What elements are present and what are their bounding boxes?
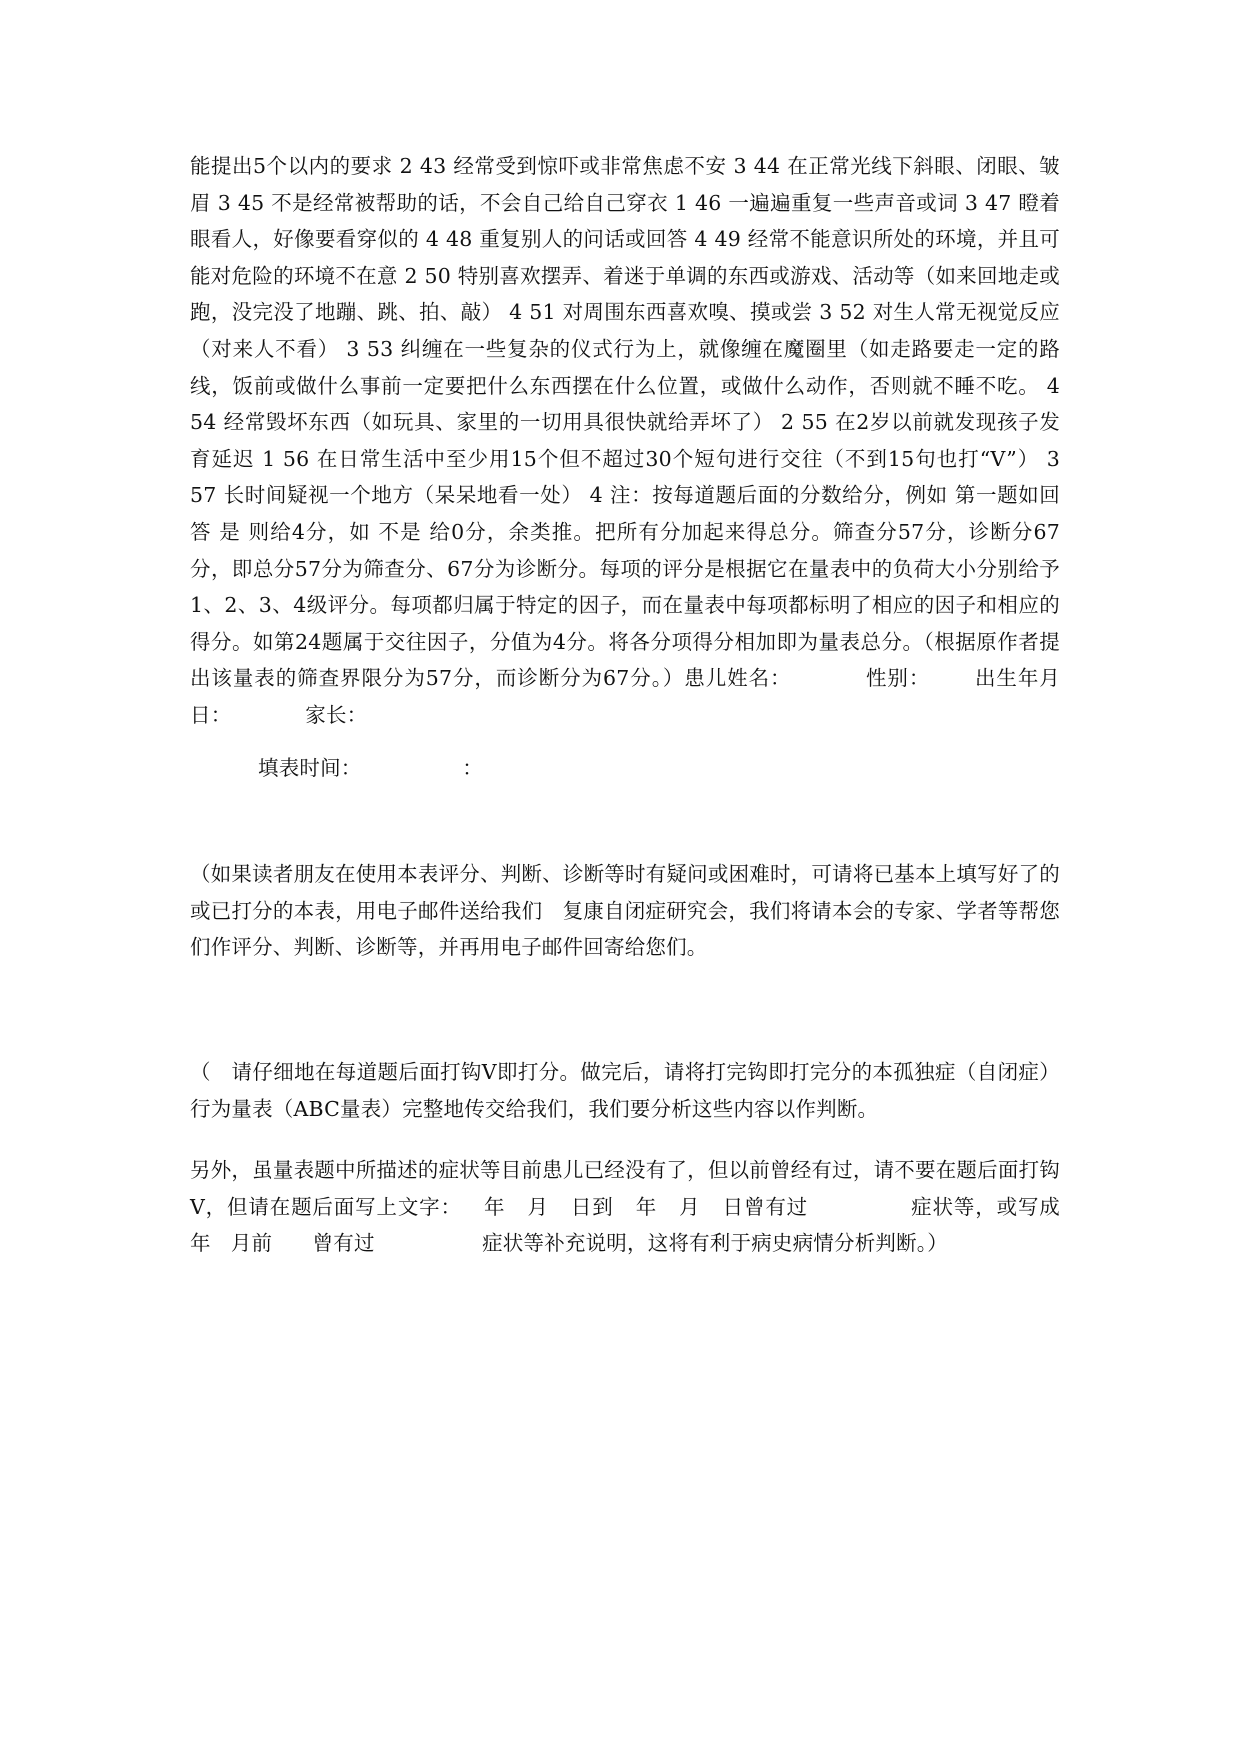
- main-paragraph: 能提出5个以内的要求 2 43 经常受到惊吓或非常焦虑不安 3 44 在正常光线下斜眼、闭眼、皱眉 3 45 不是经常被帮助的话，不会自己给自己穿衣 1 46 一遍遍重复一些声音或词 3 47 瞪着眼看人，好像要看穿似的 4 48 重复别人的问话或回答 4 49 经常不能意识所处的环境，并且可能对危险的环境不在意 2 50 特别喜欢摆弄、着迷于单调的东西或游戏、活动等（如来回地走或跑，没完没了地蹦、跳、拍、敲） 4 51 对周围东西喜欢嗅、摸或尝 3 52 对生人常无视觉反应（对来人不看） 3 53 纠缠在一些复杂的仪式行为上，就像缠在魔圈里（如走路要走一定的路线，饭前或做什么事前一定要把什么东西摆在什么位置，或做什么动作，否则就不睡不吃。 4 54 经常毁坏东西（如玩具、家里的一切用具很快就给弄坏了） 2 55 在2岁以前就发现孩子发育延迟 1 56 在日常生活中至少用15个但不超过30个短句进行交往（不到15句也打“V”） 3 57 长时间疑视一个地方（呆呆地看一处） 4 注：按每道题后面的分数给分，例如 第一题如回答 是 则给4分，如 不是 给0分，余类推。把所有分加起来得总分。筛查分57分，诊断分67分，即总分57分为筛查分、67分为诊断分。每项的评分是根据它在量表中的负荷大小分别给予1、2、3、4级评分。每项都归属于特定的因子，而在量表中每项都标明了相应的因子和相应的得分。如第24题属于交往因子，分值为4分。将各分项得分相加即为量表总分。（根据原作者提出该量表的筛查界限分为57分，而诊断分为67分。）患儿姓名： 性别： 出生年月日： 家长：: [190, 154, 1067, 727]
- instruction-block: [190, 1054, 1060, 1127]
- email-note-block: [190, 856, 1060, 966]
- email-note-paragraph: （如果读者朋友在使用本表评分、判断、诊断等时有疑问或困难时，可请将已基本上填写好了的或已打分的本表，用电子邮件送给我们 复康自闭症研究会，我们将请本会的专家、学者等帮您们作评分、判断、诊断等，并再用电子邮件回寄给您们。: [190, 862, 1060, 960]
- addendum-block: [190, 1152, 1101, 1262]
- addendum-paragraph: 另外，虽量表题中所描述的症状等目前患儿已经没有了，但以前曾经有过，请不要在题后面打钩V，但请在题后面写上文字： 年 月 日到 年 月 日曾有过 症状等，或写成 年 月前 曾有过 症状等补充说明，这将有利于病史病情分析判断。）: [190, 1158, 1101, 1256]
- fill-time-block: [258, 750, 558, 787]
- instruction-paragraph: （ 请仔细地在每道题后面打钩V即打分。做完后，请将打完钩即打完分的本孤独症（自闭症）行为量表（ABC量表）完整地传交给我们，我们要分析这些内容以作判断。: [190, 1060, 1060, 1121]
- fill-time-line: 填表时间： ：: [258, 756, 483, 780]
- main-paragraph-block: [190, 148, 1067, 734]
